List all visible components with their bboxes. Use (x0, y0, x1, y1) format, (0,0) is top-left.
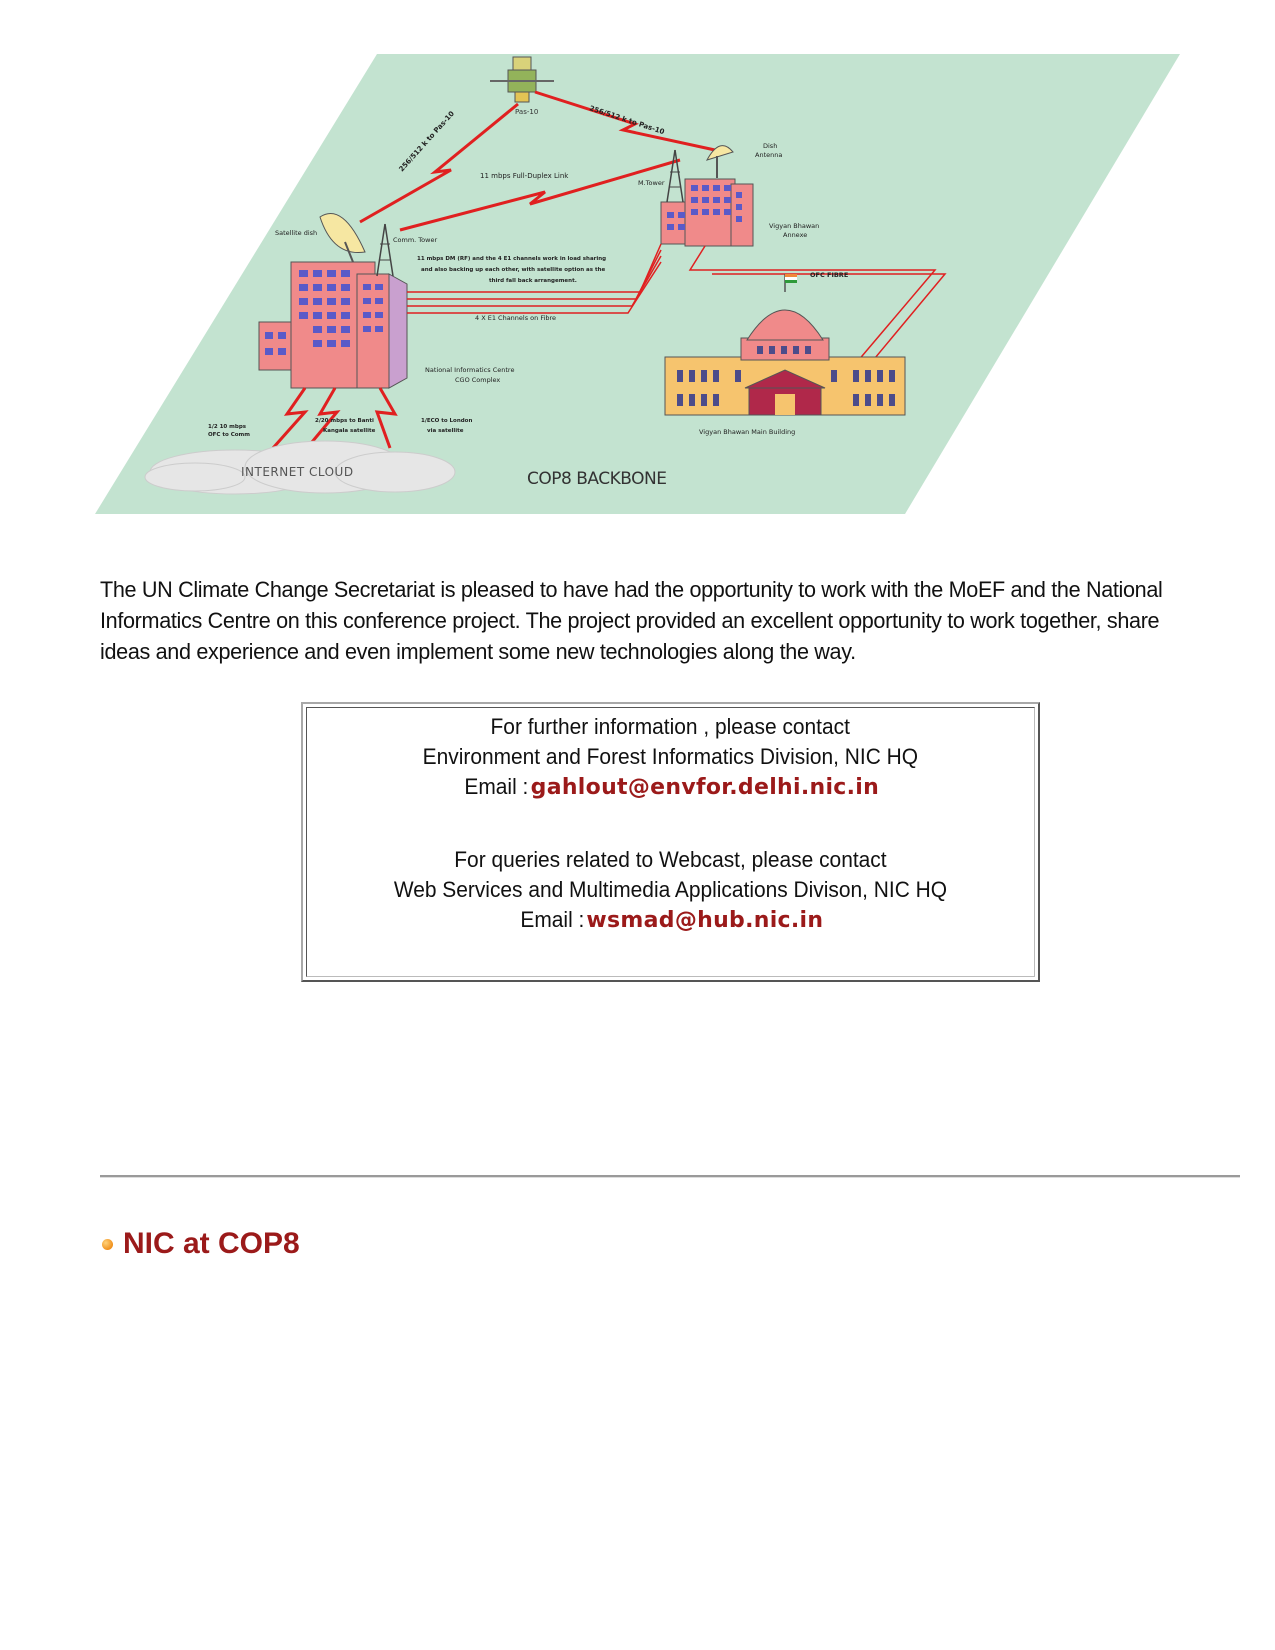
horizontal-divider (100, 1175, 1240, 1178)
vigyan-annexe-label-2: Annexe (783, 231, 808, 239)
link-sat-right-label: 256/512 k to Pas-10 (588, 104, 666, 137)
dish-antenna-label-1: Dish (763, 142, 778, 150)
vigyan-annexe-label-1: Vigyan Bhawan (769, 222, 820, 230)
bullet-icon (102, 1239, 113, 1250)
link1-label-2: OFC to Comm (208, 432, 250, 438)
ofc-fibre-label: OFC FIBRE (810, 271, 849, 279)
email-prefix: Email : (464, 774, 529, 799)
diagram-title: COP8 BACKBONE (527, 469, 667, 489)
link3-label-1: 1/ECO to London (421, 418, 473, 424)
e1-fibre-label: 4 X E1 Channels on Fibre (475, 314, 557, 322)
comm-tower-label: Comm. Tower (393, 236, 438, 244)
m-tower-label: M.Tower (638, 179, 665, 187)
pas10-label: Pas-10 (515, 108, 539, 116)
link-fd-label: 11 mbps Full-Duplex Link (480, 172, 569, 180)
contact-division: Environment and Forest Informatics Division, NIC HQ (422, 744, 919, 769)
network-diagram (95, 52, 1180, 542)
nic-complex-label-1: National Informatics Centre (425, 366, 515, 374)
email-link-wsmad[interactable]: wsmad@hub.nic.in (586, 908, 824, 933)
webcast-contact-intro: For queries related to Webcast, please contact (454, 847, 887, 872)
link-sat-left-label: 256/512 k to Pas-10 (397, 109, 456, 174)
link3-label-2: via satellite (427, 428, 464, 434)
satellite-dish-label: Satellite dish (275, 229, 318, 237)
contact-box (301, 702, 1040, 982)
contact-inner (306, 707, 1035, 977)
main-building-label: Vigyan Bhawan Main Building (699, 428, 796, 436)
link2-label-1: 2/20 mbps to Banti (315, 418, 374, 424)
note-line-2: and also backing up each other, with satellite option as the (421, 267, 606, 273)
note-line-3: third fall back arrangement. (489, 278, 577, 284)
email-link-envfor[interactable]: gahlout@envfor.delhi.nic.in (530, 775, 880, 800)
internet-cloud-label: INTERNET CLOUD (241, 465, 354, 479)
link2-label-2: Kangala satellite (323, 428, 376, 434)
nav-item-nic-at-cop8[interactable] (102, 1227, 300, 1261)
nic-at-cop8-link[interactable]: NIC at COP8 (123, 1227, 300, 1260)
link1-label-1: 1/2 10 mbps (208, 424, 247, 430)
dish-antenna-label-2: Antenna (755, 151, 783, 159)
intro-paragraph: The UN Climate Change Secretariat is pleased to have had the opportunity to work with the MoEF and the National Informatics Centre on this conference project. The project provided an excellent opportunity to work together, share ideas and experience and even implement some new technologies along the way. (100, 577, 1163, 664)
note-line-1: 11 mbps DM (RF) and the 4 E1 channels work in load sharing (417, 256, 607, 262)
webcast-division: Web Services and Multimedia Applications Divison, NIC HQ (393, 877, 948, 902)
contact-intro: For further information , please contact (490, 714, 851, 739)
nic-complex-label-2: CGO Complex (455, 376, 501, 384)
email-prefix-webcast: Email : (520, 907, 584, 932)
